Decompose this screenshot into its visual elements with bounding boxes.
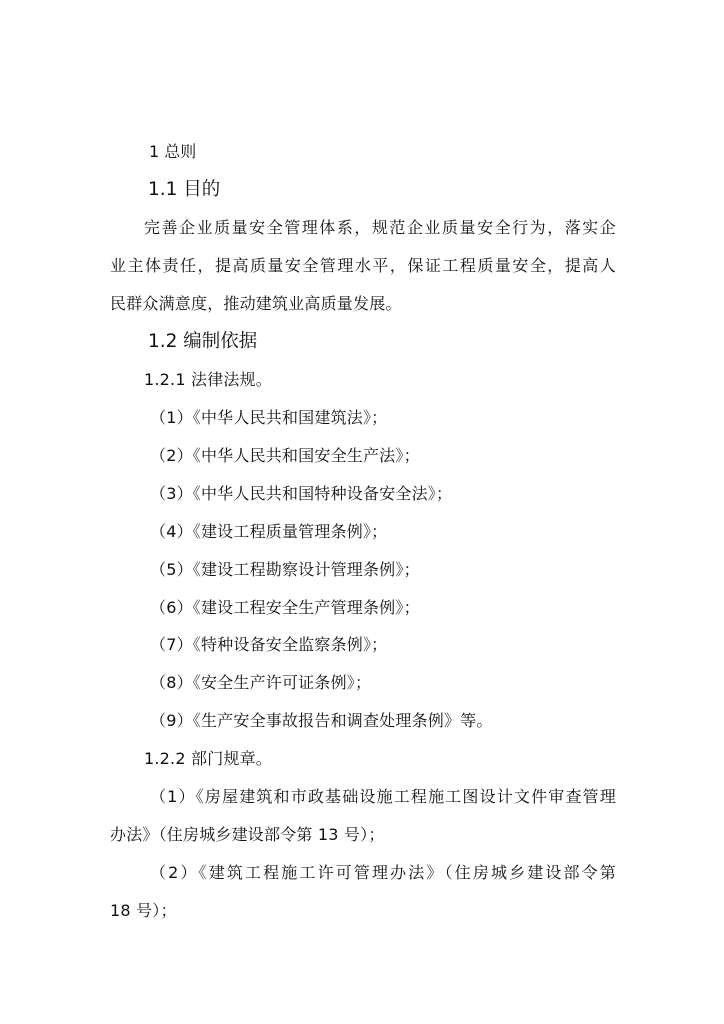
- subsection-heading-1-2-1: 1.2.1 法律法规。: [144, 370, 272, 389]
- paragraph-line-3: 民群众满意度，推动建筑业高质量发展。: [110, 294, 402, 313]
- regulation-item-2-line-1: （2）《建筑工程施工许可管理办法》（住房城乡建设部令第: [150, 863, 616, 882]
- paragraph-line-2: 业主体责任，提高质量安全管理水平，保证工程质量安全，提高人: [110, 256, 616, 275]
- law-list-item: （8）《安全生产许可证条例》；: [150, 673, 372, 692]
- law-list-item: （7）《特种设备安全监察条例》；: [150, 635, 388, 654]
- law-list-item: （3）《中华人民共和国特种设备安全法》；: [150, 484, 453, 503]
- regulation-item-1-line-1: （1）《房屋建筑和市政基础设施工程施工图设计文件审查管理: [150, 787, 616, 806]
- law-list-item: （5）《建设工程勘察设计管理条例》；: [150, 560, 420, 579]
- section-heading-1-1: 1.1 目的: [148, 179, 221, 200]
- law-list-item: （4）《建设工程质量管理条例》；: [150, 522, 388, 541]
- law-list-item: （6）《建设工程安全生产管理条例》；: [150, 598, 420, 617]
- regulation-item-2-line-2: 18 号）；: [110, 901, 177, 920]
- section-heading-1-2: 1.2 编制依据: [148, 331, 258, 352]
- law-list-item: （2）《中华人民共和国安全生产法》；: [150, 446, 420, 465]
- law-list-item: （9）《生产安全事故报告和调查处理条例》等。: [150, 711, 493, 730]
- subsection-heading-1-2-2: 1.2.2 部门规章。: [144, 749, 272, 768]
- paragraph-line-1: 完善企业质量安全管理体系，规范企业质量安全行为，落实企: [144, 218, 616, 237]
- chapter-heading: 1 总则: [149, 142, 197, 161]
- law-list-item: （1）《中华人民共和国建筑法》；: [150, 408, 388, 427]
- regulation-item-1-line-2: 办法》（住房城乡建设部令第 13 号）；: [110, 825, 385, 844]
